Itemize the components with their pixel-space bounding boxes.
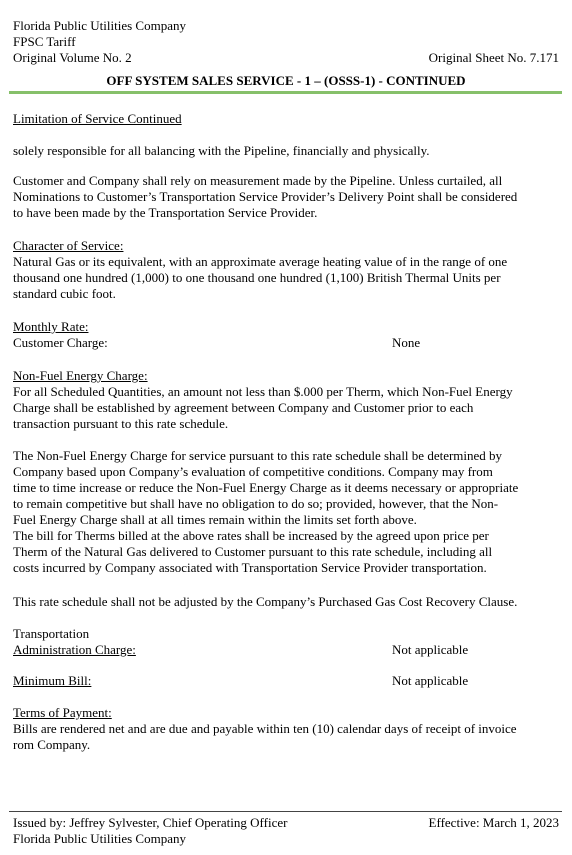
text-line: to remain competitive but shall have no obligation to do so; provided, however, that the Non- bbox=[13, 496, 499, 511]
header bbox=[13, 18, 559, 66]
character-section bbox=[13, 238, 559, 302]
footer-rule bbox=[9, 811, 562, 812]
text-line: Bills are rendered net and are due and payable within ten (10) calendar days of receipt of invoice bbox=[13, 721, 517, 736]
text-line: Charge shall be established by agreement between Company and Customer prior to each bbox=[13, 400, 474, 415]
footer-effective: Effective: March 1, 2023 bbox=[428, 815, 559, 830]
text-line: rom Company. bbox=[13, 737, 91, 752]
monthly-heading: Monthly Rate: bbox=[13, 319, 89, 334]
text-line: thousand one hundred (1,000) to one thousand one hundred (1,100) British Thermal Units per bbox=[13, 270, 501, 285]
limitation-heading: Limitation of Service Continued bbox=[13, 111, 182, 126]
character-heading: Character of Service: bbox=[13, 238, 124, 253]
transport-line: Transportation bbox=[13, 626, 90, 641]
footer-company: Florida Public Utilities Company bbox=[13, 831, 186, 846]
limitation-paragraph-1: solely responsible for all balancing with the Pipeline, financially and physically. bbox=[13, 143, 430, 158]
header-volume-row bbox=[13, 50, 559, 66]
text-line: The bill for Therms billed at the above rates shall be increased by the agreed upon price per bbox=[13, 528, 489, 543]
nonfuel-paragraph-2 bbox=[13, 448, 559, 576]
text-line: Natural Gas or its equivalent, with an approximate average heating value of in the range of one bbox=[13, 254, 508, 269]
header-tariff: FPSC Tariff bbox=[13, 34, 76, 49]
minimum-bill-value: Not applicable bbox=[392, 673, 469, 688]
limitation-paragraph-2 bbox=[13, 173, 559, 221]
nonfuel-section bbox=[13, 368, 559, 432]
header-rule bbox=[9, 91, 562, 94]
text-line: Therm of the Natural Gas delivered to Customer pursuant to this rate schedule, including all bbox=[13, 544, 493, 559]
terms-section bbox=[13, 705, 559, 753]
nonfuel-heading: Non-Fuel Energy Charge: bbox=[13, 368, 148, 383]
header-volume: Original Volume No. 2 bbox=[13, 50, 132, 65]
text-line: time to time increase or reduce the Non-Fuel Energy Charge as it deems necessary or appropriate bbox=[13, 480, 519, 495]
minimum-bill-label: Minimum Bill: bbox=[13, 673, 92, 688]
text-line: standard cubic foot. bbox=[13, 286, 116, 301]
header-sheet: Original Sheet No. 7.171 bbox=[428, 50, 559, 65]
footer-row bbox=[13, 815, 559, 831]
footer-issued: Issued by: Jeffrey Sylvester, Chief Operating Officer bbox=[13, 815, 288, 830]
customer-charge-label: Customer Charge: bbox=[13, 335, 108, 350]
pgcr-clause-text: This rate schedule shall not be adjusted by the Company’s Purchased Gas Cost Recovery Clause. bbox=[13, 594, 518, 609]
text-line: Nominations to Customer’s Transportation Service Provider’s Delivery Point shall be considered bbox=[13, 189, 518, 204]
text-line: The Non-Fuel Energy Charge for service pursuant to this rate schedule shall be determined by bbox=[13, 448, 503, 463]
page-title: OFF SYSTEM SALES SERVICE - 1 – (OSSS-1) - CONTINUED bbox=[106, 73, 466, 88]
text-line: costs incurred by Company associated with Transportation Service Provider transportation. bbox=[13, 560, 487, 575]
text-line: to have been made by the Transportation Service Provider. bbox=[13, 205, 318, 220]
admin-charge-label: Administration Charge: bbox=[13, 642, 136, 657]
admin-charge-value: Not applicable bbox=[392, 642, 469, 657]
text-line: Fuel Energy Charge shall at all times remain within the limits set forth above. bbox=[13, 512, 417, 527]
footer bbox=[13, 815, 559, 847]
monthly-section bbox=[13, 319, 559, 351]
text-line: Customer and Company shall rely on measurement made by the Pipeline. Unless curtailed, all bbox=[13, 173, 503, 188]
text-line: transaction pursuant to this rate schedule. bbox=[13, 416, 229, 431]
text-line: Company based upon Company’s evaluation of competitive conditions. Company may from bbox=[13, 464, 493, 479]
customer-charge-value: None bbox=[392, 335, 421, 350]
text-line: For all Scheduled Quantities, an amount not less than $.000 per Therm, which Non-Fuel Energy bbox=[13, 384, 513, 399]
transport-section bbox=[13, 626, 559, 658]
terms-heading: Terms of Payment: bbox=[13, 705, 112, 720]
header-company: Florida Public Utilities Company bbox=[13, 18, 186, 33]
